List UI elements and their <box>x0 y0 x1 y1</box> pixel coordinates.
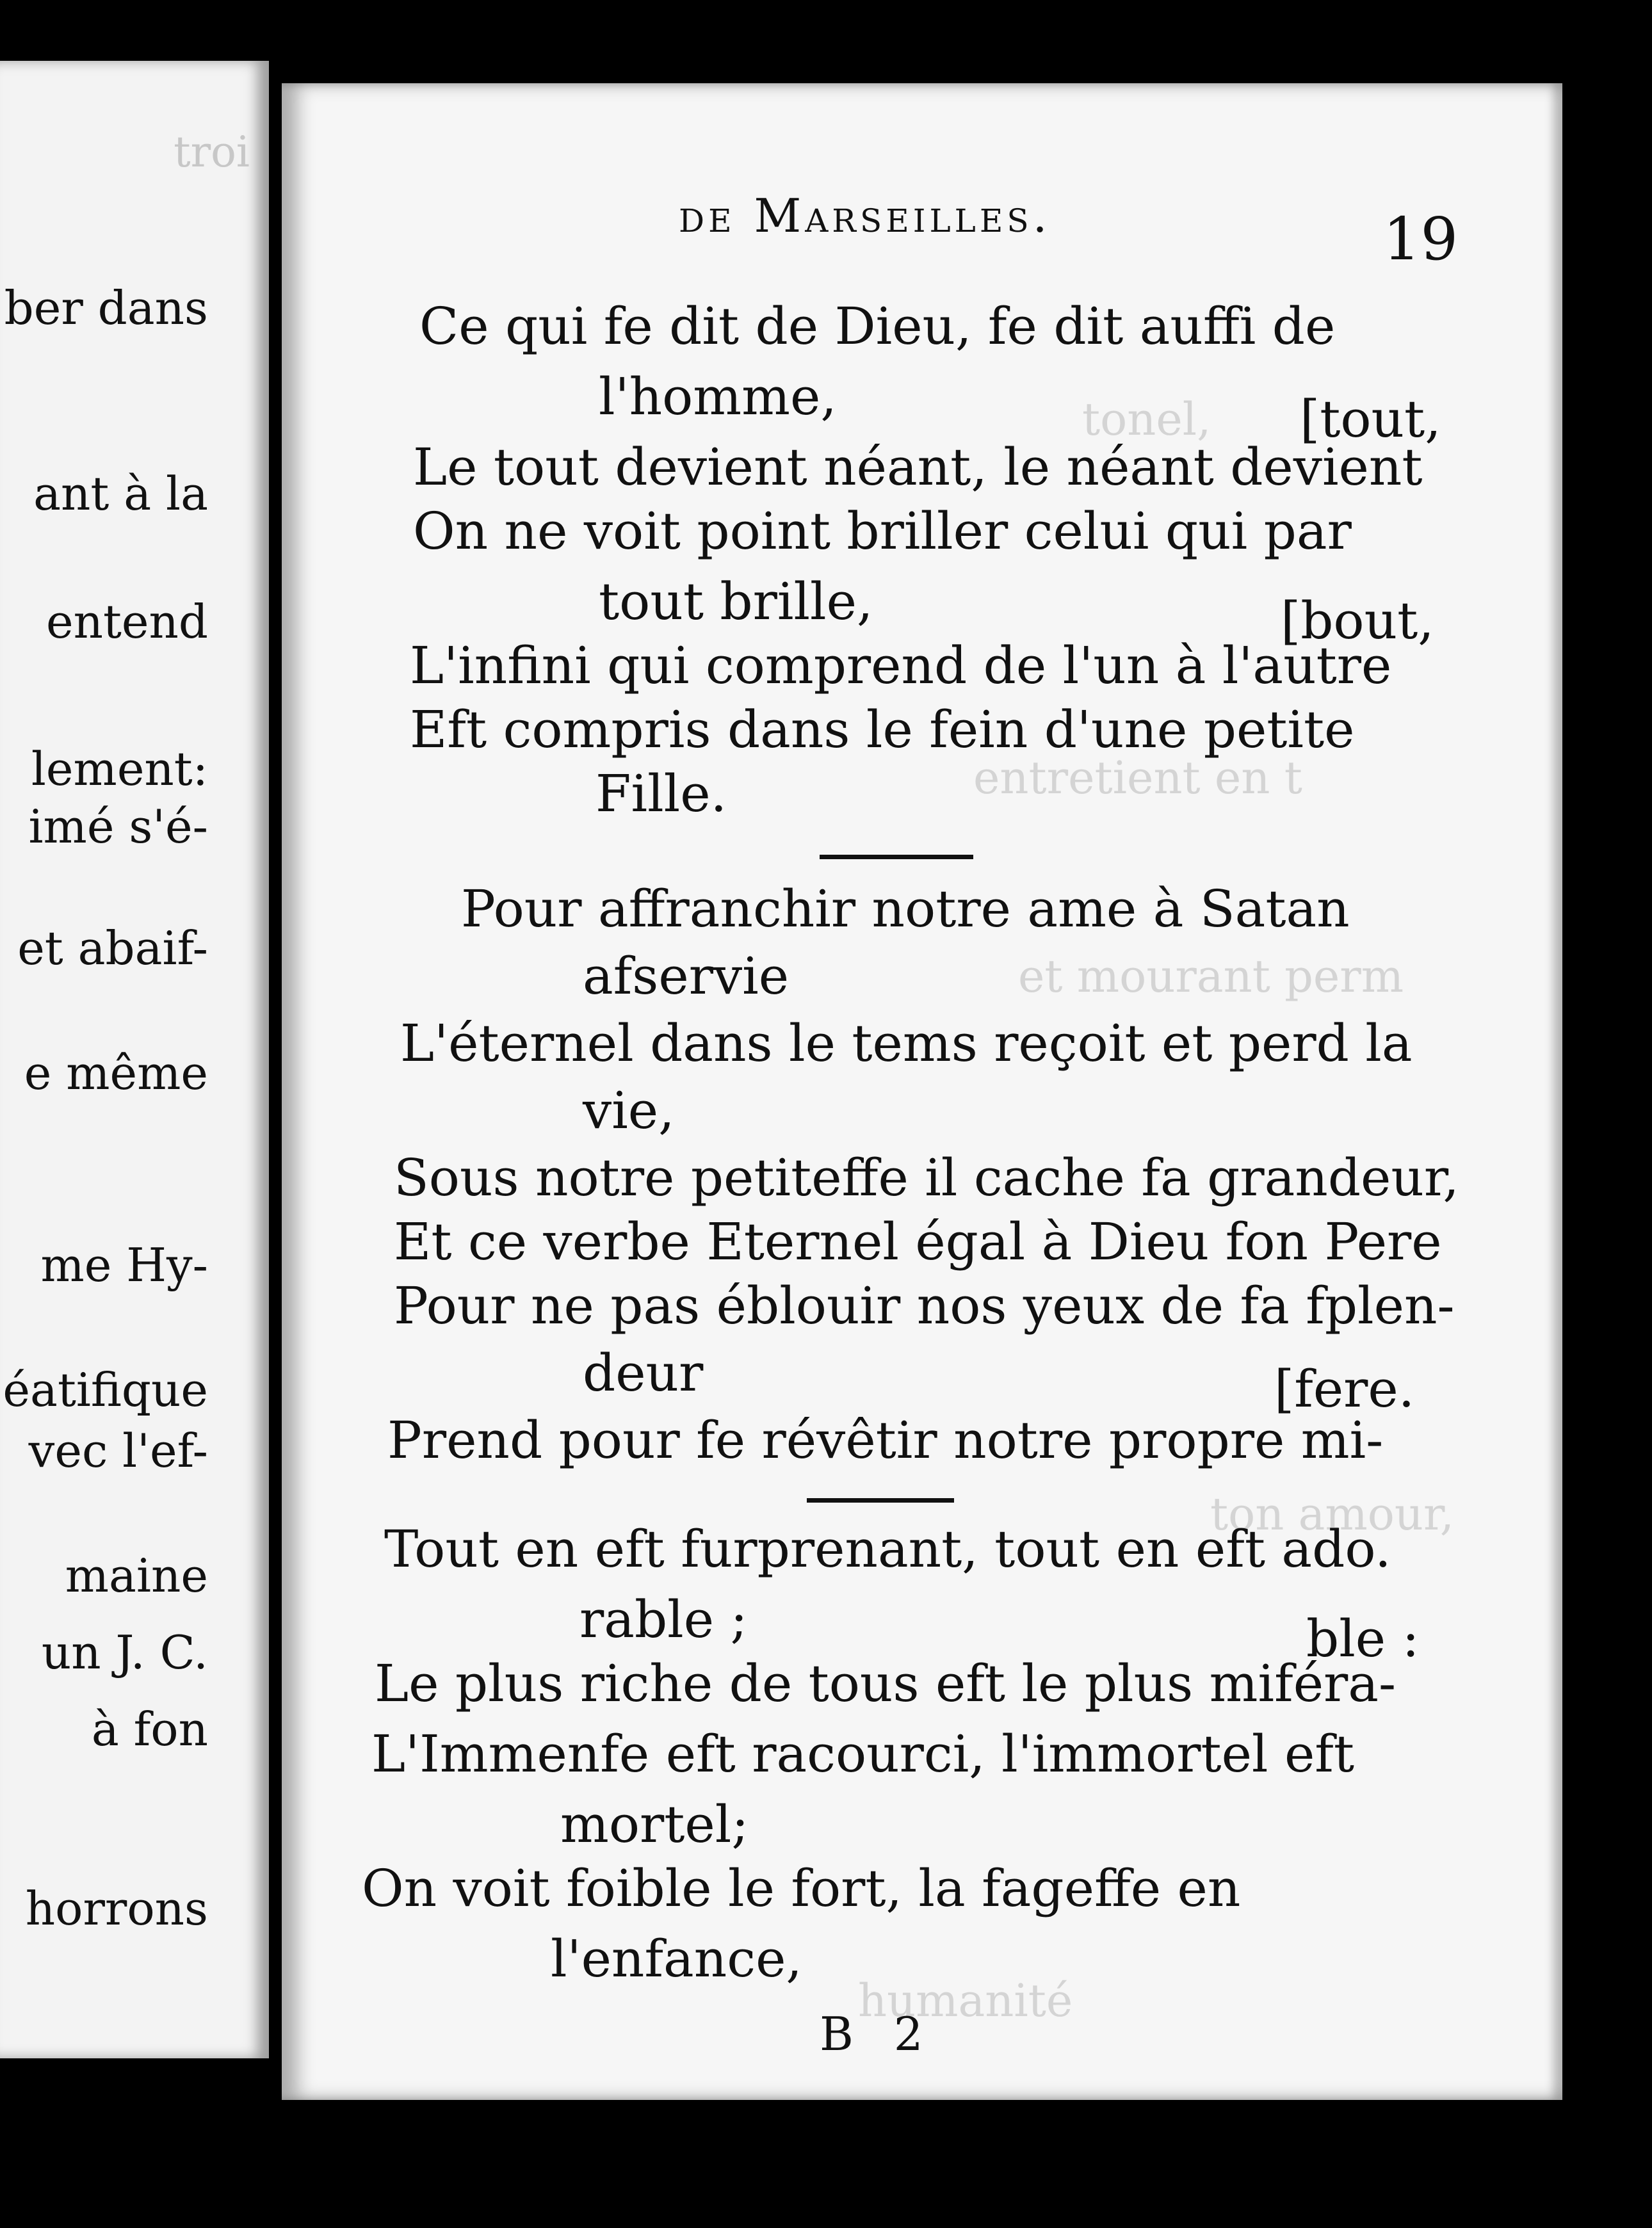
verse-line: Et ce verbe Eternel égal à Dieu fon Pere <box>394 1212 1442 1271</box>
stanza-divider <box>807 1498 954 1503</box>
verse-line: [bout, <box>1281 591 1434 650</box>
verse-line: [tout, <box>1300 389 1441 449</box>
left-page-line: e même <box>24 1046 208 1100</box>
right-page <box>282 83 1562 2100</box>
stanza-divider <box>820 855 973 859</box>
verse-line: deur <box>583 1343 704 1403</box>
verse-line: On ne voit point briller celui qui par <box>413 501 1352 561</box>
verse-line: vie, <box>583 1081 675 1140</box>
bleed-through-text: troi <box>174 127 250 177</box>
verse-line: On voit foible le fort, la fageffe en <box>362 1859 1241 1918</box>
verse-line: Prend pour fe révêtir notre propre mi- <box>387 1410 1384 1470</box>
verse-line: l'homme, <box>599 367 837 426</box>
verse-line: l'enfance, <box>551 1929 802 1989</box>
bleed-through-text: et mourant perm <box>1018 950 1404 1003</box>
left-page-line: horrons <box>25 1882 208 1935</box>
verse-line: tout brille, <box>599 572 873 631</box>
left-page-line: lement: <box>31 742 208 796</box>
verse-line: Sous notre petiteffe il cache fa grandeur, <box>394 1148 1459 1207</box>
verse-line: Le tout devient néant, le néant devient <box>413 437 1423 497</box>
verse-line: Pour ne pas éblouir nos yeux de fa fplen- <box>394 1276 1455 1336</box>
verse-line: afservie <box>583 946 790 1006</box>
page-number: 19 <box>1383 205 1459 273</box>
verse-line: Pour affranchir notre ame à Satan <box>461 879 1350 939</box>
bleed-through-text: ton amour, <box>1210 1488 1454 1540</box>
bleed-through-text: entretient en t <box>973 752 1302 804</box>
bleed-through-text: humanité <box>858 1974 1073 2027</box>
verse-line: Tout en eft furprenant, tout en eft ado. <box>384 1519 1391 1579</box>
left-page-line: vec l'ef- <box>28 1424 208 1478</box>
left-page-line: éatifique <box>3 1363 208 1417</box>
signature-mark: B 2 <box>820 2007 936 2061</box>
verse-line: Fille. <box>595 764 727 823</box>
left-page-line: imé s'é- <box>28 800 208 853</box>
verse-line: Le plus riche de tous eft le plus miféra- <box>375 1654 1396 1713</box>
left-page-line: un J. C. <box>41 1626 208 1679</box>
verse-line: ble : <box>1306 1609 1420 1668</box>
verse-line: [fere. <box>1274 1359 1415 1419</box>
left-page-line: ber dans <box>4 281 208 335</box>
left-page-line: ant à la <box>33 467 208 521</box>
left-page <box>0 61 269 2058</box>
verse-line: mortel; <box>560 1795 749 1854</box>
verse-line: Eft compris dans le fein d'une petite <box>410 700 1355 759</box>
left-page-line: entend <box>46 595 208 649</box>
left-page-line: et abaif- <box>17 921 208 975</box>
verse-line: rable ; <box>579 1590 748 1649</box>
left-page-line: maine <box>65 1549 208 1602</box>
verse-line: L'infini qui comprend de l'un à l'autre <box>410 636 1392 695</box>
left-page-line: me Hy- <box>40 1238 208 1292</box>
verse-line: L'éternel dans le tems reçoit et perd la <box>400 1013 1413 1073</box>
left-page-line: à fon <box>91 1702 208 1756</box>
verse-line: Ce qui fe dit de Dieu, fe dit auffi de <box>419 296 1336 356</box>
running-head: de Marseilles. <box>679 189 1051 243</box>
bleed-through-text: tonel, <box>1082 393 1211 446</box>
verse-line: L'Immenfe eft racourci, l'immortel eft <box>371 1724 1355 1784</box>
